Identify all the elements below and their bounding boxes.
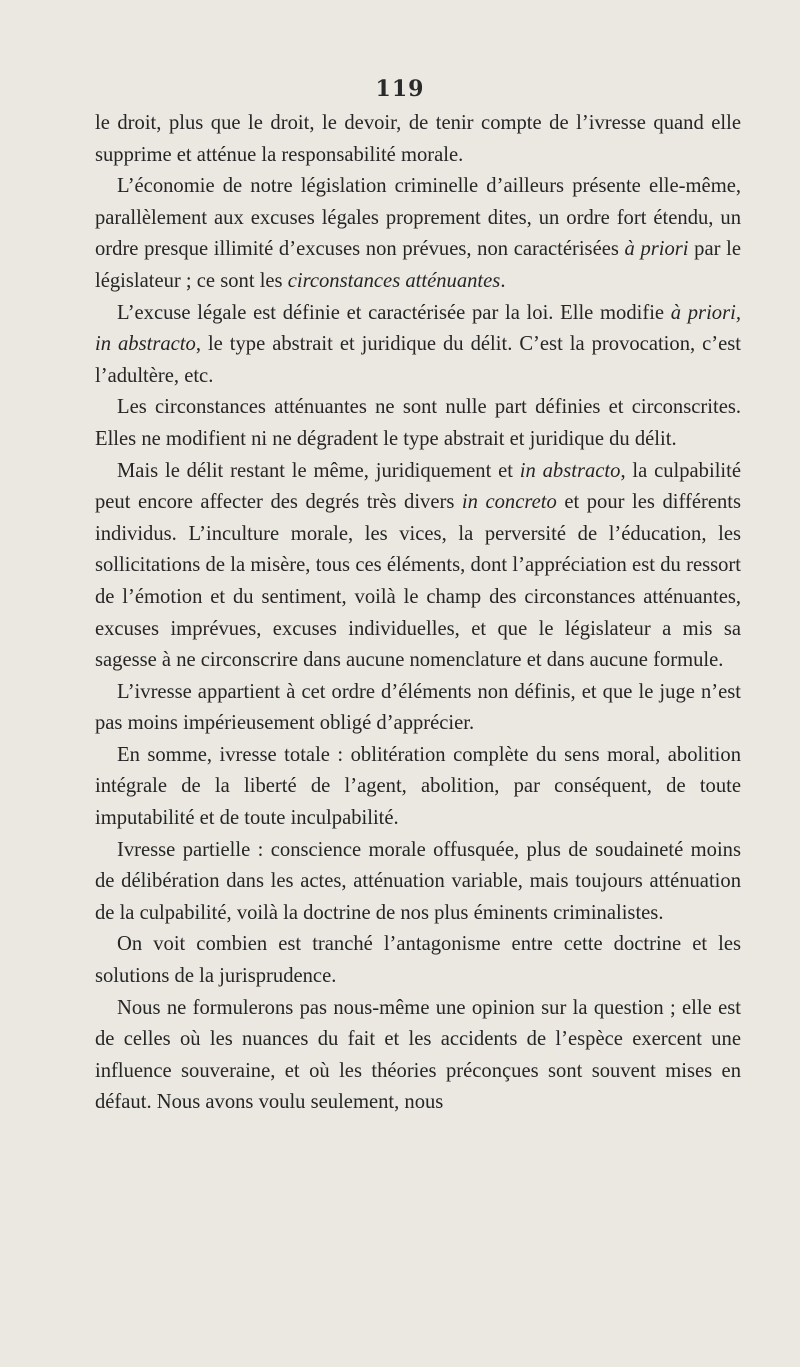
text-run: Nous ne formulerons pas nous-même une opinion sur la question ; elle est de celles où les nuances du fait et les accidents de l’espèce exercent une influence souveraine, et où les théories préconçues sont souvent mises en défaut. Nous avons voulu seulement, nous bbox=[95, 996, 741, 1114]
text-run: par le législateur ; ce sont les bbox=[95, 238, 741, 292]
paragraph-2 bbox=[95, 298, 741, 393]
italic-text: à priori, in abstracto bbox=[95, 301, 741, 356]
text-run: Les circonstances atténuantes ne sont nulle part définies et circonscrites. Elles ne modifient ni ne dégradent le type abstrait et juridique du délit. bbox=[95, 396, 741, 450]
paragraph-0 bbox=[95, 108, 741, 171]
paragraph-1 bbox=[95, 171, 741, 297]
paragraph-4 bbox=[95, 456, 741, 677]
paragraph-8 bbox=[95, 929, 741, 992]
text-run: On voit combien est tranché l’antagonisme entre cette doctrine et les solutions de la jurisprudence. bbox=[95, 933, 741, 988]
text-run: L’ivresse appartient à cet ordre d’éléments non définis, et que le juge n’est pas moins impérieusement obligé d’apprécier. bbox=[95, 680, 741, 735]
paragraph-7 bbox=[95, 835, 741, 930]
page-number: 119 bbox=[375, 76, 425, 102]
text-run: En somme, ivresse totale : oblitération complète du sens moral, abolition intégrale de la liberté de l’agent, abolition, par conséquent, de toute imputabilité et de toute inculpabilité. bbox=[95, 743, 741, 830]
text-run: Ivresse partielle : conscience morale offusquée, plus de soudaineté moins de délibération dans les actes, atténuation variable, mais toujours atténuation de la culpabilité, voilà la doctrine de nos plus éminents criminalistes. bbox=[95, 838, 741, 924]
text-run: Mais le délit restant le même, juridiquement et bbox=[117, 459, 520, 482]
paragraph-6 bbox=[95, 740, 741, 835]
text-run: le droit, plus que le droit, le devoir, de tenir compte de l’ivresse quand elle supprime et atténue la responsabilité morale. bbox=[95, 112, 741, 166]
text-run: L’économie de notre législation criminelle d’ailleurs présente elle-même, parallèlement aux excuses légales proprement dites, un ordre fort étendu, un ordre presque illimité d’excuses non prévues, non caractérisées bbox=[95, 175, 741, 261]
body-text bbox=[95, 108, 741, 1119]
text-run: , le type abstrait et juridique du délit. C’est la provocation, c’est l’adultère, etc. bbox=[95, 333, 741, 387]
italic-text: in abstracto bbox=[519, 459, 621, 482]
text-run: L’excuse légale est définie et caractérisée par la loi. Elle modifie bbox=[117, 301, 671, 324]
paragraph-3 bbox=[95, 392, 741, 455]
italic-text: circonstances atténuantes bbox=[287, 269, 501, 292]
text-run: et pour les différents individus. L’inculture morale, les vices, la perversité de l’éducation, les sollicitations de la misère, tous ces éléments, dont l’appréciation est du ressort de l’émotion et du sentiment, voilà le champ des circonstances atténuantes, excuses imprévues, excuses individuelles, et que le législateur a mis sa sagesse à ne circonscrire dans aucune nomenclature et dans aucune formule. bbox=[95, 491, 741, 672]
italic-text: in concreto bbox=[461, 491, 557, 514]
paragraph-5 bbox=[95, 677, 741, 740]
italic-text: à priori bbox=[624, 238, 689, 261]
text-run: . bbox=[500, 269, 506, 292]
text-run: , la culpabilité peut encore affecter des degrés très divers bbox=[95, 459, 742, 514]
paragraph-9 bbox=[95, 993, 741, 1119]
